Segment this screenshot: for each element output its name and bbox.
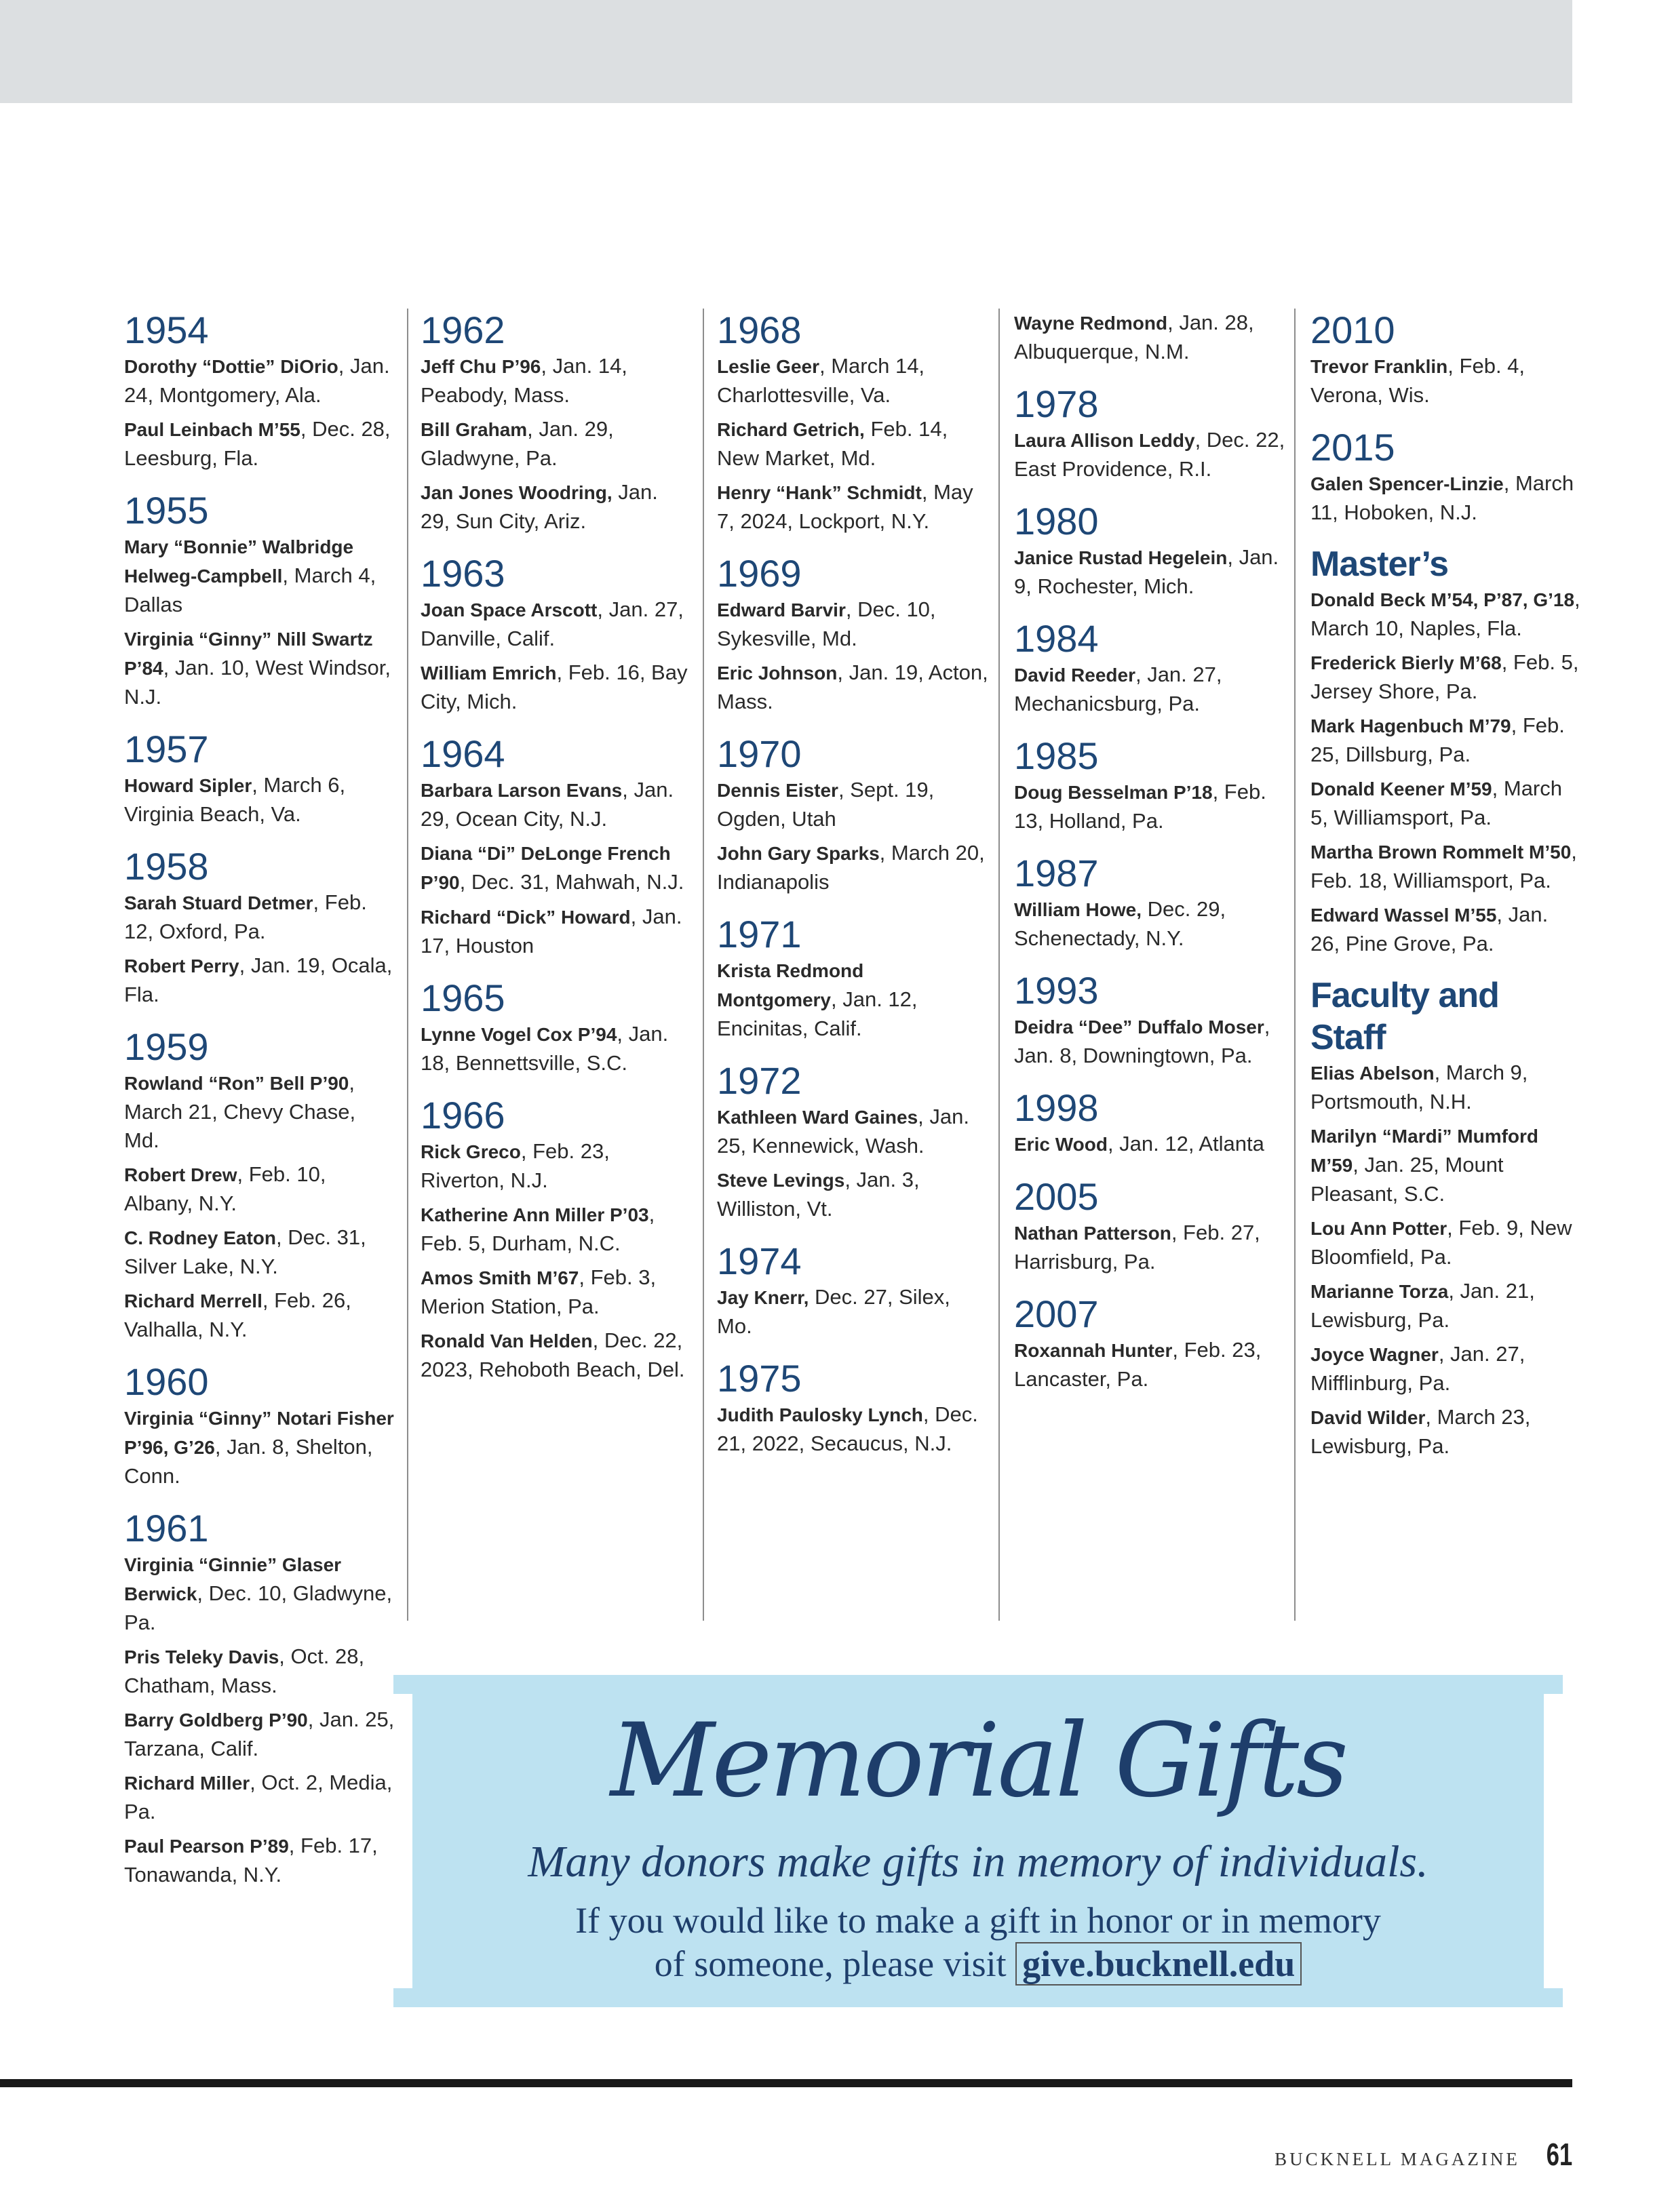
banner-ornament bbox=[1544, 1988, 1563, 2007]
class-year-heading: 1954 bbox=[124, 309, 209, 351]
obituary-entry bbox=[124, 1286, 395, 1344]
year-group bbox=[124, 728, 395, 829]
obituary-entry bbox=[124, 951, 395, 1009]
death-details: , March 9, Portsmouth, N.H. bbox=[1310, 1061, 1528, 1113]
obituary-entry bbox=[421, 1263, 692, 1321]
obituary-entry bbox=[1014, 1219, 1285, 1276]
year-group bbox=[1014, 1086, 1285, 1159]
class-year-heading: 1993 bbox=[1014, 969, 1099, 1012]
year-group bbox=[421, 732, 692, 960]
column-divider bbox=[703, 309, 704, 1621]
death-details: , Jan. 25, Mount Pleasant, S.C. bbox=[1310, 1153, 1504, 1206]
deceased-name: Krista Redmond Montgomery bbox=[717, 960, 864, 1010]
banner-ornament bbox=[431, 1695, 445, 1709]
deceased-name: Nathan Patterson bbox=[1014, 1223, 1171, 1244]
obituary-entry bbox=[421, 839, 692, 897]
year-group bbox=[1014, 1175, 1285, 1276]
deceased-name: Dorothy “Dottie” DiOrio bbox=[124, 356, 338, 377]
death-details: , March 14, Charlottesville, Va. bbox=[717, 354, 925, 407]
obituary-entry bbox=[717, 595, 988, 653]
class-year-heading: 1965 bbox=[421, 976, 505, 1019]
year-group bbox=[717, 1059, 988, 1223]
obituary-entry bbox=[1310, 648, 1582, 706]
obituary-entry bbox=[717, 1283, 988, 1341]
obituary-entry bbox=[1014, 895, 1285, 953]
year-group bbox=[124, 845, 395, 1009]
class-year-heading: 1962 bbox=[421, 309, 505, 351]
deceased-name: Galen Spencer-Linzie bbox=[1310, 473, 1504, 494]
deceased-name: Trevor Franklin bbox=[1310, 356, 1448, 377]
deceased-name: Eric Wood bbox=[1014, 1134, 1108, 1155]
obituary-entry bbox=[124, 1769, 395, 1826]
death-details: , Feb. 5, Durham, N.C. bbox=[421, 1202, 655, 1255]
deceased-name: Donald Beck M’54, P’87, G’18 bbox=[1310, 589, 1575, 610]
death-details: , Jan. 26, Pine Grove, Pa. bbox=[1310, 903, 1549, 955]
column-divider bbox=[407, 309, 408, 1621]
death-details: , Feb. 16, Bay City, Mich. bbox=[421, 660, 688, 713]
obituary-entry bbox=[124, 1705, 395, 1763]
death-details: Feb. 14, New Market, Md. bbox=[717, 417, 948, 470]
death-details: , Jan. 14, Peabody, Mass. bbox=[421, 354, 627, 407]
deceased-name: Mark Hagenbuch M’79 bbox=[1310, 715, 1511, 736]
obituary-entry bbox=[421, 352, 692, 410]
section-heading: Master’s bbox=[1310, 545, 1448, 584]
year-group bbox=[1014, 852, 1285, 953]
death-details: , March 5, Williamsport, Pa. bbox=[1310, 776, 1562, 829]
obituary-entry bbox=[124, 625, 395, 711]
deceased-name: Jan Jones Woodring, bbox=[421, 482, 612, 503]
class-year-heading: 1969 bbox=[717, 552, 802, 595]
class-year-heading: 1968 bbox=[717, 309, 802, 351]
section-heading: Faculty and Staff bbox=[1310, 976, 1499, 1057]
deceased-name: Rowland “Ron” Bell P’90 bbox=[124, 1073, 349, 1094]
year-group bbox=[124, 1025, 395, 1344]
deceased-name: John Gary Sparks bbox=[717, 843, 880, 864]
class-year-heading: 1959 bbox=[124, 1025, 209, 1068]
obituary-entry bbox=[1014, 1336, 1285, 1394]
obituary-entry bbox=[717, 415, 988, 473]
death-details: , March 10, Naples, Fla. bbox=[1310, 587, 1580, 640]
deceased-name: Kathleen Ward Gaines bbox=[717, 1107, 918, 1128]
class-year-heading: 1958 bbox=[124, 845, 209, 888]
obituary-entry bbox=[1310, 469, 1582, 527]
obituary-entry bbox=[421, 415, 692, 473]
deceased-name: Deidra “Dee” Duffalo Moser bbox=[1014, 1016, 1264, 1038]
obituary-entry bbox=[124, 532, 395, 619]
death-details: , Jan. 8, Shelton, Conn. bbox=[124, 1435, 373, 1488]
death-details: , Feb. 25, Dillsburg, Pa. bbox=[1310, 713, 1565, 766]
death-details: Dec. 27, Silex, Mo. bbox=[717, 1285, 950, 1338]
death-details: , Jan. 25, Kennewick, Wash. bbox=[717, 1105, 969, 1158]
death-details: , Jan. 12, Atlanta bbox=[1107, 1132, 1264, 1156]
deceased-name: Rick Greco bbox=[421, 1141, 521, 1162]
death-details: , Feb. 23, Riverton, N.J. bbox=[421, 1139, 610, 1192]
obituary-entry bbox=[717, 1103, 988, 1160]
obituary-entry bbox=[717, 839, 988, 896]
deceased-name: Joan Space Arscott bbox=[421, 599, 598, 620]
death-details: , Oct. 28, Chatham, Mass. bbox=[124, 1644, 365, 1697]
obituary-entry bbox=[1310, 1122, 1582, 1208]
deceased-name: Eric Johnson bbox=[717, 663, 838, 684]
obituary-entry bbox=[124, 1223, 395, 1281]
obituary-entry bbox=[717, 1166, 988, 1223]
obituary-entry bbox=[124, 352, 395, 410]
obituary-entry bbox=[1014, 426, 1285, 483]
obituary-entry bbox=[1310, 1403, 1582, 1461]
death-details: , March 21, Chevy Chase, Md. bbox=[124, 1071, 356, 1152]
year-group bbox=[717, 913, 988, 1043]
deceased-name: Ronald Van Helden bbox=[421, 1330, 593, 1351]
obituary-entry bbox=[421, 776, 692, 833]
death-details: , Jan. 9, Rochester, Mich. bbox=[1014, 545, 1279, 598]
deceased-name: Pris Teleky Davis bbox=[124, 1646, 279, 1667]
year-group bbox=[1014, 969, 1285, 1070]
deceased-name: Robert Drew bbox=[124, 1164, 237, 1185]
obituary-column-3 bbox=[717, 309, 988, 1474]
footer-rule bbox=[0, 2079, 1572, 2087]
death-details: , March 23, Lewisburg, Pa. bbox=[1310, 1405, 1531, 1458]
year-group bbox=[1310, 543, 1582, 958]
obituary-entry bbox=[421, 1020, 692, 1078]
year-group bbox=[717, 732, 988, 896]
obituary-column-4 bbox=[1014, 309, 1285, 1410]
year-group bbox=[717, 309, 988, 536]
death-details: Jan. 29, Sun City, Ariz. bbox=[421, 480, 658, 533]
death-details: , Feb. 13, Holland, Pa. bbox=[1014, 780, 1266, 833]
class-year-heading: 1998 bbox=[1014, 1086, 1099, 1129]
death-details: , Dec. 22, East Providence, R.I. bbox=[1014, 428, 1285, 481]
death-details: , Dec. 10, Sykesville, Md. bbox=[717, 597, 936, 650]
death-details: , Feb. 27, Harrisburg, Pa. bbox=[1014, 1221, 1260, 1273]
obituary-entry bbox=[421, 658, 692, 716]
obituary-entry bbox=[1310, 901, 1582, 958]
page-footer bbox=[1275, 2136, 1572, 2173]
deceased-name: Amos Smith M’67 bbox=[421, 1267, 579, 1288]
obituary-entry bbox=[1310, 774, 1582, 832]
death-details: , Jan. 27, Mifflinburg, Pa. bbox=[1310, 1342, 1525, 1395]
deceased-name: Paul Leinbach M’55 bbox=[124, 419, 300, 440]
death-details: , March 11, Hoboken, N.J. bbox=[1310, 471, 1574, 524]
class-year-heading: 1984 bbox=[1014, 617, 1099, 660]
deceased-name: Barbara Larson Evans bbox=[421, 780, 623, 801]
memorial-gifts-text bbox=[412, 1899, 1544, 1986]
death-details: , Jan. 17, Houston bbox=[421, 905, 682, 957]
death-details: , Dec. 31, Mahwah, N.J. bbox=[459, 870, 684, 894]
banner-ornament bbox=[393, 1675, 412, 1694]
banner-ornament bbox=[1504, 1973, 1518, 1987]
deceased-name: Martha Brown Rommelt M’50 bbox=[1310, 842, 1572, 863]
deceased-name: David Wilder bbox=[1310, 1407, 1426, 1428]
obituary-entry bbox=[1310, 837, 1582, 895]
obituary-entry bbox=[1310, 1340, 1582, 1398]
deceased-name: Dennis Eister bbox=[717, 780, 838, 801]
death-details: , Feb. 18, Williamsport, Pa. bbox=[1310, 840, 1577, 892]
deceased-name: Wayne Redmond bbox=[1014, 313, 1168, 334]
class-year-heading: 1985 bbox=[1014, 734, 1099, 777]
death-details: , Dec. 22, 2023, Rehoboth Beach, Del. bbox=[421, 1328, 685, 1381]
obituary-entry bbox=[1310, 711, 1582, 769]
year-group bbox=[124, 309, 395, 473]
obituary-entry bbox=[1014, 1130, 1285, 1159]
obituary-entry bbox=[421, 903, 692, 960]
magazine-name: BUCKNELL MAGAZINE bbox=[1275, 2149, 1520, 2169]
obituary-entry bbox=[124, 1404, 395, 1490]
death-details: , Jan. 10, West Windsor, N.J. bbox=[124, 656, 391, 709]
deceased-name: Richard Merrell bbox=[124, 1290, 262, 1311]
obituary-entry bbox=[1310, 1214, 1582, 1271]
death-details: , March 4, Dallas bbox=[124, 564, 376, 616]
deceased-name: Robert Perry bbox=[124, 955, 239, 976]
death-details: , Jan. 27, Mechanicsburg, Pa. bbox=[1014, 663, 1222, 715]
obituary-entry bbox=[1014, 309, 1285, 366]
obituary-entry bbox=[124, 1832, 395, 1889]
deceased-name: Marilyn “Mardi” Mumford M’59 bbox=[1310, 1126, 1539, 1176]
year-group bbox=[1014, 382, 1285, 483]
banner-ornament bbox=[412, 1716, 435, 1739]
class-year-heading: 2005 bbox=[1014, 1175, 1099, 1218]
deceased-name: Sarah Stuard Detmer bbox=[124, 892, 313, 913]
death-details: , Feb. 12, Oxford, Pa. bbox=[124, 890, 367, 943]
year-group bbox=[1310, 974, 1582, 1461]
year-group bbox=[421, 1094, 692, 1384]
death-details: , Jan. 3, Williston, Vt. bbox=[717, 1168, 920, 1221]
deceased-name: Jay Knerr, bbox=[717, 1287, 809, 1308]
obituary-entry bbox=[717, 1400, 988, 1458]
death-details: , March 20, Indianapolis bbox=[717, 841, 985, 894]
year-group bbox=[1014, 1292, 1285, 1394]
deceased-name: Paul Pearson P’89 bbox=[124, 1836, 289, 1857]
memorial-gifts-banner bbox=[412, 1675, 1544, 2007]
class-year-heading: 1980 bbox=[1014, 500, 1099, 542]
class-year-heading: 1987 bbox=[1014, 852, 1099, 894]
deceased-name: Donald Keener M’59 bbox=[1310, 778, 1492, 799]
death-details: , Jan. 18, Bennettsville, S.C. bbox=[421, 1022, 669, 1075]
obituary-entry bbox=[1310, 352, 1582, 410]
deceased-name: Katherine Ann Miller P’03 bbox=[421, 1204, 649, 1225]
memorial-gifts-line-1: If you would like to make a gift in honor or in memory bbox=[575, 1900, 1381, 1941]
year-group bbox=[1014, 500, 1285, 601]
deceased-name: Roxannah Hunter bbox=[1014, 1340, 1173, 1361]
year-group bbox=[717, 552, 988, 716]
class-year-heading: 1970 bbox=[717, 732, 802, 775]
deceased-name: Richard Getrich, bbox=[717, 419, 865, 440]
deceased-name: Henry “Hank” Schmidt bbox=[717, 482, 922, 503]
obituary-entry bbox=[1310, 585, 1582, 643]
deceased-name: Judith Paulosky Lynch bbox=[717, 1404, 923, 1425]
deceased-name: Frederick Bierly M’68 bbox=[1310, 652, 1502, 673]
obituary-entry bbox=[421, 1137, 692, 1195]
death-details: Dec. 29, Schenectady, N.Y. bbox=[1014, 897, 1226, 950]
class-year-heading: 1955 bbox=[124, 489, 209, 532]
obituary-entry bbox=[1014, 778, 1285, 835]
death-details: , Sept. 19, Ogden, Utah bbox=[717, 778, 935, 831]
column-divider bbox=[998, 309, 1000, 1621]
death-details: , Dec. 28, Leesburg, Fla. bbox=[124, 417, 391, 470]
deceased-name: Edward Wassel M’55 bbox=[1310, 905, 1497, 926]
death-details: , Feb. 4, Verona, Wis. bbox=[1310, 354, 1525, 407]
banner-ornament bbox=[1544, 1675, 1563, 1694]
banner-ornament bbox=[1521, 1716, 1544, 1739]
obituary-entry bbox=[717, 352, 988, 410]
obituary-entry bbox=[717, 776, 988, 833]
death-details: , Dec. 21, 2022, Secaucus, N.J. bbox=[717, 1402, 978, 1455]
class-year-heading: 2007 bbox=[1014, 1292, 1099, 1335]
obituary-entry bbox=[421, 478, 692, 536]
death-details: , Feb. 23, Lancaster, Pa. bbox=[1014, 1338, 1262, 1391]
death-details: , Feb. 5, Jersey Shore, Pa. bbox=[1310, 650, 1579, 703]
year-group bbox=[1014, 309, 1285, 366]
obituary-entry bbox=[124, 1160, 395, 1218]
deceased-name: Laura Allison Leddy bbox=[1014, 430, 1195, 451]
death-details: , Jan. 8, Downingtown, Pa. bbox=[1014, 1014, 1270, 1067]
class-year-heading: 1975 bbox=[717, 1357, 802, 1400]
deceased-name: Mary “Bonnie” Walbridge Helweg-Campbell bbox=[124, 536, 354, 587]
death-details: , Feb. 10, Albany, N.Y. bbox=[124, 1162, 326, 1215]
death-details: , Jan. 27, Danville, Calif. bbox=[421, 597, 684, 650]
class-year-heading: 1978 bbox=[1014, 382, 1099, 425]
obituary-entry bbox=[124, 1642, 395, 1700]
memorial-gifts-title: Memorial Gifts bbox=[610, 1702, 1346, 1820]
death-details: , Jan. 21, Lewisburg, Pa. bbox=[1310, 1279, 1535, 1332]
memorial-gifts-line-2 bbox=[412, 1942, 1544, 1986]
death-details: , Feb. 26, Valhalla, N.Y. bbox=[124, 1288, 351, 1341]
class-year-heading: 1957 bbox=[124, 728, 209, 770]
obituary-entry bbox=[1014, 1012, 1285, 1070]
obituary-entry bbox=[124, 1069, 395, 1155]
death-details: , Jan. 12, Encinitas, Calif. bbox=[717, 987, 918, 1040]
deceased-name: C. Rodney Eaton bbox=[124, 1227, 277, 1248]
deceased-name: William Howe, bbox=[1014, 899, 1142, 920]
year-group bbox=[124, 1360, 395, 1490]
death-details: , Oct. 2, Media, Pa. bbox=[124, 1771, 393, 1823]
year-group bbox=[1310, 426, 1582, 527]
class-year-heading: 1974 bbox=[717, 1240, 802, 1282]
death-details: , May 7, 2024, Lockport, N.Y. bbox=[717, 480, 973, 533]
obituary-column-1 bbox=[124, 309, 395, 1905]
deceased-name: David Reeder bbox=[1014, 665, 1135, 686]
column-divider bbox=[1294, 309, 1296, 1621]
deceased-name: Lou Ann Potter bbox=[1310, 1218, 1447, 1239]
class-year-heading: 1964 bbox=[421, 732, 505, 775]
year-group bbox=[421, 976, 692, 1078]
death-details: , Feb. 9, New Bloomfield, Pa. bbox=[1310, 1216, 1572, 1269]
banner-ornament bbox=[1504, 1695, 1518, 1709]
deceased-name: Doug Besselman P’18 bbox=[1014, 782, 1213, 803]
obituary-entry bbox=[421, 1200, 692, 1258]
death-details: , Dec. 31, Silver Lake, N.Y. bbox=[124, 1225, 366, 1278]
header-band bbox=[0, 0, 1572, 103]
death-details: , Jan. 29, Ocean City, N.J. bbox=[421, 778, 674, 831]
year-group bbox=[124, 489, 395, 711]
give-link[interactable]: give.bucknell.edu bbox=[1015, 1942, 1302, 1986]
deceased-name: Barry Goldberg P’90 bbox=[124, 1710, 308, 1731]
obituary-entry bbox=[1014, 660, 1285, 718]
deceased-name: Marianne Torza bbox=[1310, 1281, 1449, 1302]
obituary-entry bbox=[717, 658, 988, 716]
class-year-heading: 1960 bbox=[124, 1360, 209, 1403]
death-details: , Dec. 10, Gladwyne, Pa. bbox=[124, 1581, 393, 1634]
year-group bbox=[1014, 734, 1285, 835]
deceased-name: Joyce Wagner bbox=[1310, 1344, 1439, 1365]
deceased-name: Diana “Di” DeLonge French P’90 bbox=[421, 843, 671, 893]
obituary-entry bbox=[124, 771, 395, 829]
death-details: , Feb. 3, Merion Station, Pa. bbox=[421, 1265, 657, 1318]
deceased-name: Elias Abelson bbox=[1310, 1063, 1435, 1084]
obituary-column-2 bbox=[421, 309, 692, 1400]
class-year-heading: 1971 bbox=[717, 913, 802, 955]
deceased-name: Virginia “Ginnie” Glaser Berwick bbox=[124, 1554, 342, 1604]
death-details: , Jan. 25, Tarzana, Calif. bbox=[124, 1707, 395, 1760]
obituary-entry bbox=[124, 888, 395, 946]
memorial-gifts-subtitle: Many donors make gifts in memory of individuals. bbox=[528, 1837, 1428, 1887]
death-details: , Jan. 28, Albuquerque, N.M. bbox=[1014, 311, 1254, 363]
deceased-name: Edward Barvir bbox=[717, 599, 846, 620]
memorial-gifts-line-2-text: of someone, please visit bbox=[654, 1943, 1016, 1984]
death-details: , Jan. 19, Acton, Mass. bbox=[717, 660, 988, 713]
deceased-name: Leslie Geer bbox=[717, 356, 819, 377]
deceased-name: Virginia “Ginny” Notari Fisher P’96, G’26 bbox=[124, 1408, 394, 1458]
death-details: , March 6, Virginia Beach, Va. bbox=[124, 773, 346, 826]
deceased-name: Virginia “Ginny” Nill Swartz P’84 bbox=[124, 629, 373, 679]
banner-ornament bbox=[431, 1973, 445, 1987]
deceased-name: Richard “Dick” Howard bbox=[421, 907, 631, 928]
banner-ornament bbox=[393, 1988, 412, 2007]
year-group bbox=[1310, 309, 1582, 410]
deceased-name: Howard Sipler bbox=[124, 775, 252, 796]
deceased-name: Janice Rustad Hegelein bbox=[1014, 547, 1228, 568]
year-group bbox=[717, 1357, 988, 1458]
deceased-name: Jeff Chu P’96 bbox=[421, 356, 541, 377]
class-year-heading: 1966 bbox=[421, 1094, 505, 1137]
death-details: , Feb. 17, Tonawanda, N.Y. bbox=[124, 1834, 378, 1887]
obituary-entry bbox=[717, 956, 988, 1043]
page-number: 61 bbox=[1546, 2137, 1572, 2172]
deceased-name: Richard Miller bbox=[124, 1773, 250, 1794]
death-details: , Jan. 19, Ocala, Fla. bbox=[124, 953, 393, 1006]
obituary-entry bbox=[1310, 1059, 1582, 1116]
deceased-name: Bill Graham bbox=[421, 419, 528, 440]
obituary-entry bbox=[1310, 1277, 1582, 1335]
class-year-heading: 2010 bbox=[1310, 309, 1395, 351]
year-group bbox=[124, 1507, 395, 1889]
obituary-entry bbox=[717, 478, 988, 536]
year-group bbox=[421, 309, 692, 536]
year-group bbox=[421, 552, 692, 716]
obituary-entry bbox=[1014, 543, 1285, 601]
class-year-heading: 2015 bbox=[1310, 426, 1395, 469]
year-group bbox=[1014, 617, 1285, 718]
year-group bbox=[717, 1240, 988, 1341]
deceased-name: William Emrich bbox=[421, 663, 557, 684]
class-year-heading: 1972 bbox=[717, 1059, 802, 1102]
deceased-name: Steve Levings bbox=[717, 1170, 845, 1191]
obituary-column-5 bbox=[1310, 309, 1582, 1477]
class-year-heading: 1961 bbox=[124, 1507, 209, 1549]
death-details: , Jan. 24, Montgomery, Ala. bbox=[124, 354, 390, 407]
deceased-name: Lynne Vogel Cox P’94 bbox=[421, 1024, 617, 1045]
obituary-entry bbox=[124, 1550, 395, 1637]
class-year-heading: 1963 bbox=[421, 552, 505, 595]
obituary-entry bbox=[124, 415, 395, 473]
obituary-entry bbox=[421, 595, 692, 653]
death-details: , Jan. 29, Gladwyne, Pa. bbox=[421, 417, 614, 470]
obituary-entry bbox=[421, 1326, 692, 1384]
